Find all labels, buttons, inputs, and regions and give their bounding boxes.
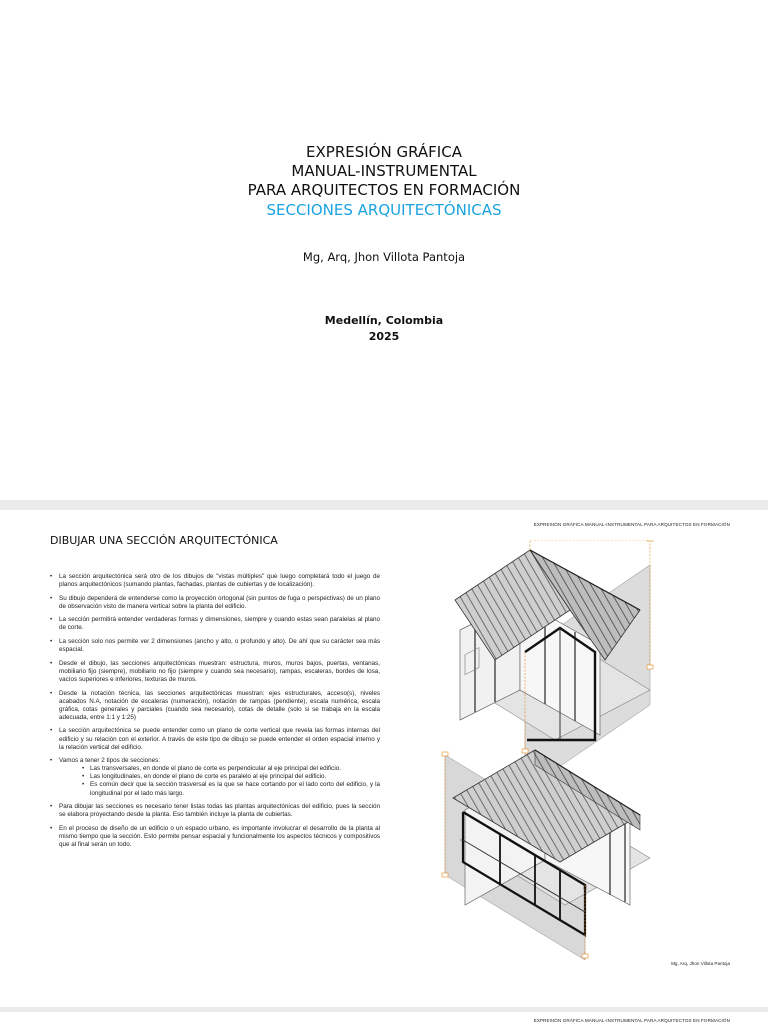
next-page	[0, 1012, 768, 1024]
running-header: EXPRESIÓN GRÁFICA MANUAL-INSTRUMENTAL PARA ARQUITECTOS EN FORMACIÓN	[533, 522, 730, 527]
bullet-item: • Desde el dibujo, las secciones arquitectónicas muestran: estructura, muros, muros bajos, puertas, ventanas, mobiliario fijo (siempre), mobiliario no fijo (siempre y cuando sea necesario), rampas, escaleras, bordes de losa, vacíos superiores e inferiores, texturas de muros.	[50, 660, 380, 684]
page-gap	[0, 500, 768, 510]
cover-title-line-3: PARA ARQUITECTOS EN FORMACIÓN	[247, 181, 521, 199]
bullet-item: • La sección arquitectónica se puede entender como un plano de corte vertical que revela las formas internas del edificio y su relación con el exterior. A través de este tipo de dibujo se puede entender el orden espacial interno y la relación vertical del edificio.	[50, 727, 380, 751]
bullet-item-types	[50, 757, 380, 797]
cover-title-line-1: EXPRESIÓN GRÁFICA	[306, 143, 462, 161]
cover-title-line-2: MANUAL-INSTRUMENTAL	[291, 162, 477, 180]
bullet-item: • Desde la notación técnica, las secciones arquitectónicas muestran: ejes estructurales, acceso(s), niveles acabados N.A, notación de escaleras (numeración), notación de rampas (pendiente), escala numérica, escala gráfica, cotas generales y parciales (cuando sea necesario), cotas de detalle (solo si se trabaja en la escala adecuada, entre 1:1 y 1:25)	[50, 690, 380, 722]
bullet-item: • Su dibujo dependerá de entenderse como la proyección ortogonal (sin puntos de fuga o perspectivas) de un plano de observación visto de manera vertical sobre la planta del edificio.	[50, 595, 380, 611]
house-transversal-section	[455, 540, 653, 790]
sub-bullet-item: • Las transversales, en donde el plano de corte es perpendicular al eje principal del edificio.	[59, 765, 380, 773]
bullet-item: • La sección solo nos permite ver 2 dimensiones (ancho y alto, o profundo y alto). De ahí que su carácter sea más espacial.	[50, 638, 380, 654]
bullet-item: • Para dibujar las secciones es necesario tener listas todas las plantas arquitectónicas del edificio, pues la sección se elabora proyectando desde la planta. Eso también incluye la planta de cubiertas.	[50, 803, 380, 819]
cover-year: 2025	[368, 330, 400, 343]
content-page	[0, 510, 768, 1007]
bullet-item: • La sección arquitectónica será otro de los dibujos de "vistas múltiples" que luego completará todo el juego de planos arquitectónicos (sumando plantas, fachadas, plantas de cubiertas y de localización).	[50, 573, 380, 589]
section-title: DIBUJAR UNA SECCIÓN ARQUITECTÓNICA	[50, 534, 278, 547]
sub-bullet-item: • Las longitudinales, en donde el plano de corte es paralelo al eje principal del edificio.	[59, 773, 380, 781]
bullet-item: • La sección permitirá entender verdaderas formas y dimensiones, siempre y cuando estas sean paralelas al plano de corte.	[50, 616, 380, 632]
sub-bullet-item: • Es común decir que la sección trasversal es la que se hace cortando por el lado corto del edificio, y la longitudinal por el lado más largo.	[59, 781, 380, 797]
cover-city: Medellín, Colombia	[324, 314, 444, 327]
cover-author: Mg, Arq, Jhon Villota Pantoja	[302, 250, 466, 264]
section-axonometric-drawings	[435, 540, 715, 960]
types-intro: • Vamos a tener 2 tipos de secciones:	[59, 757, 161, 765]
bullet-item: • En el proceso de diseño de un edificio o un espacio urbano, es importante involucrar el desarrollo de la planta al mismo tiempo que la sección. Esto permite pensar espacial y funcionalmente los aspectos técnicos y compositivos que al final serán un todo.	[50, 825, 380, 849]
bullet-list	[50, 573, 380, 855]
page-footer-author: Mg, Arq, Jhon Villota Pantoja	[671, 961, 730, 966]
cover-subtitle: SECCIONES ARQUITECTÓNICAS	[266, 201, 502, 219]
house-longitudinal-section	[442, 750, 650, 960]
running-header: EXPRESIÓN GRÁFICA MANUAL-INSTRUMENTAL PARA ARQUITECTOS EN FORMACIÓN	[533, 1018, 730, 1023]
cover-page	[0, 0, 768, 500]
